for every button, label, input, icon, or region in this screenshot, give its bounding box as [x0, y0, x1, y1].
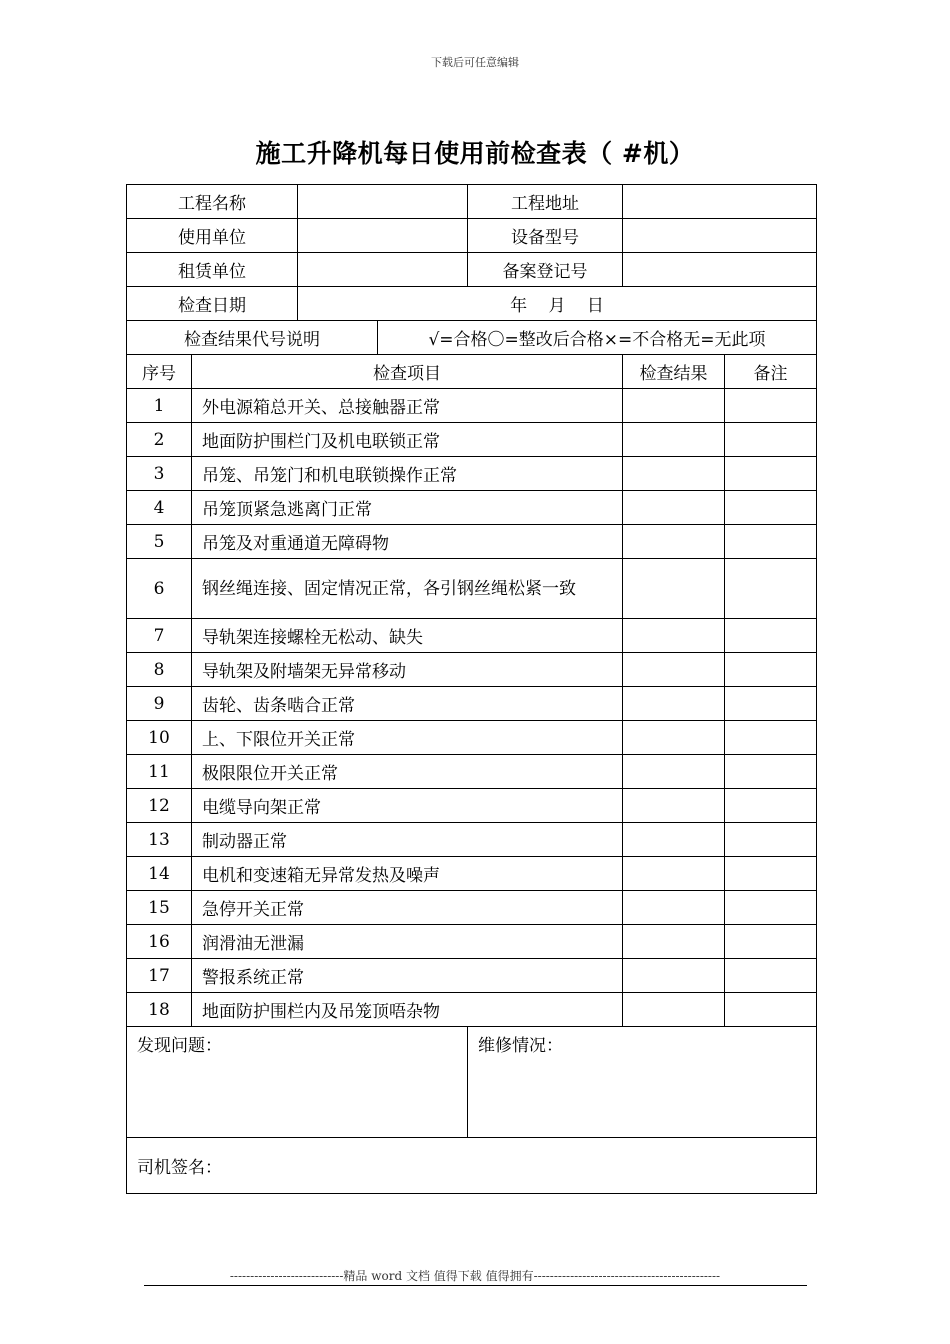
- item-number: 3: [127, 457, 192, 491]
- item-text: 上、下限位开关正常: [192, 721, 623, 755]
- user-unit-field[interactable]: [298, 219, 468, 253]
- project-name-label: 工程名称: [127, 185, 298, 219]
- table-row: [127, 823, 817, 857]
- problems-found-field[interactable]: [127, 1027, 468, 1138]
- item-number: 10: [127, 721, 192, 755]
- project-address-label: 工程地址: [468, 185, 623, 219]
- remark-cell[interactable]: [725, 925, 817, 959]
- table-row: [127, 559, 817, 619]
- table-row: [127, 457, 817, 491]
- item-number: 6: [127, 559, 192, 619]
- problems-found-label: 发现问题：: [137, 1036, 222, 1056]
- result-cell[interactable]: [623, 721, 725, 755]
- table-row: [127, 925, 817, 959]
- result-cell[interactable]: [623, 755, 725, 789]
- table-row: [127, 755, 817, 789]
- item-number: 12: [127, 789, 192, 823]
- date-day: 日: [586, 296, 604, 316]
- table-row: [127, 891, 817, 925]
- item-number: 2: [127, 423, 192, 457]
- item-number: 14: [127, 857, 192, 891]
- item-number: 13: [127, 823, 192, 857]
- table-row: [127, 389, 817, 423]
- remark-cell[interactable]: [725, 823, 817, 857]
- result-cell[interactable]: [623, 491, 725, 525]
- table-row: [127, 993, 817, 1027]
- item-text: 地面防护围栏内及吊笼顶唔杂物: [192, 993, 623, 1027]
- result-cell[interactable]: [623, 925, 725, 959]
- table-row: [127, 653, 817, 687]
- item-number: 4: [127, 491, 192, 525]
- table-row: [127, 525, 817, 559]
- column-header-item: 检查项目: [192, 355, 623, 389]
- item-number: 5: [127, 525, 192, 559]
- inspection-form: [126, 184, 817, 1194]
- table-row: [127, 857, 817, 891]
- lease-unit-field[interactable]: [298, 253, 468, 287]
- table-row: [127, 959, 817, 993]
- result-cell[interactable]: [623, 457, 725, 491]
- project-address-field[interactable]: [623, 185, 817, 219]
- table-row: [127, 687, 817, 721]
- result-cell[interactable]: [623, 559, 725, 619]
- remark-cell[interactable]: [725, 891, 817, 925]
- inspection-date-field[interactable]: [298, 287, 817, 321]
- code-label: 检查结果代号说明: [127, 321, 378, 355]
- registration-no-label: 备案登记号: [468, 253, 623, 287]
- footer-divider: [144, 1285, 807, 1286]
- remark-cell[interactable]: [725, 619, 817, 653]
- inspection-date-label: 检查日期: [127, 287, 298, 321]
- item-text: 润滑油无泄漏: [192, 925, 623, 959]
- remark-cell[interactable]: [725, 491, 817, 525]
- item-text: 警报系统正常: [192, 959, 623, 993]
- item-text: 制动器正常: [192, 823, 623, 857]
- item-text: 吊笼、吊笼门和机电联锁操作正常: [192, 457, 623, 491]
- item-text: 电机和变速箱无异常发热及噪声: [192, 857, 623, 891]
- item-number: 15: [127, 891, 192, 925]
- result-cell[interactable]: [623, 857, 725, 891]
- column-header-remark: 备注: [725, 355, 817, 389]
- remark-cell[interactable]: [725, 525, 817, 559]
- item-text: 导轨架及附墙架无异常移动: [192, 653, 623, 687]
- remark-cell[interactable]: [725, 423, 817, 457]
- date-month: 月: [548, 296, 566, 316]
- remark-cell[interactable]: [725, 959, 817, 993]
- remark-cell[interactable]: [725, 789, 817, 823]
- item-number: 17: [127, 959, 192, 993]
- registration-no-field[interactable]: [623, 253, 817, 287]
- item-number: 18: [127, 993, 192, 1027]
- item-text: 导轨架连接螺栓无松动、缺失: [192, 619, 623, 653]
- item-text: 钢丝绳连接、固定情况正常，各引钢丝绳松紧一致: [192, 559, 623, 619]
- remark-cell[interactable]: [725, 653, 817, 687]
- equipment-model-label: 设备型号: [468, 219, 623, 253]
- result-cell[interactable]: [623, 389, 725, 423]
- lease-unit-label: 租赁单位: [127, 253, 298, 287]
- table-row: [127, 423, 817, 457]
- result-cell[interactable]: [623, 891, 725, 925]
- result-cell[interactable]: [623, 423, 725, 457]
- result-cell[interactable]: [623, 687, 725, 721]
- item-text: 吊笼顶紧急逃离门正常: [192, 491, 623, 525]
- page-title: 施工升降机每日使用前检查表（ #机）: [255, 139, 695, 168]
- driver-signature-label: 司机签名：: [137, 1158, 222, 1178]
- repair-status-label: 维修情况：: [478, 1036, 563, 1056]
- result-cell[interactable]: [623, 993, 725, 1027]
- table-row: [127, 721, 817, 755]
- item-number: 7: [127, 619, 192, 653]
- result-cell[interactable]: [623, 619, 725, 653]
- item-text: 极限限位开关正常: [192, 755, 623, 789]
- result-cell[interactable]: [623, 823, 725, 857]
- item-number: 8: [127, 653, 192, 687]
- result-cell[interactable]: [623, 789, 725, 823]
- table-row: [127, 619, 817, 653]
- page-footer: ----------------------------精品 word 文档 值得下载 值得拥有----------------------------------------------: [229, 1269, 721, 1283]
- item-number: 11: [127, 755, 192, 789]
- date-year: 年: [510, 296, 528, 316]
- item-text: 齿轮、齿条啮合正常: [192, 687, 623, 721]
- result-cell[interactable]: [623, 525, 725, 559]
- driver-signature-field[interactable]: [127, 1138, 817, 1194]
- table-row: [127, 789, 817, 823]
- remark-cell[interactable]: [725, 857, 817, 891]
- item-number: 1: [127, 389, 192, 423]
- repair-status-field[interactable]: [468, 1027, 817, 1138]
- item-text: 急停开关正常: [192, 891, 623, 925]
- remark-cell[interactable]: [725, 457, 817, 491]
- item-text: 吊笼及对重通道无障碍物: [192, 525, 623, 559]
- table-row: [127, 491, 817, 525]
- project-name-field[interactable]: [298, 185, 468, 219]
- result-cell[interactable]: [623, 959, 725, 993]
- page-header: 下载后可任意编辑: [431, 56, 519, 69]
- remark-cell[interactable]: [725, 389, 817, 423]
- item-text: 电缆导向架正常: [192, 789, 623, 823]
- remark-cell[interactable]: [725, 721, 817, 755]
- item-text: 外电源箱总开关、总接触器正常: [192, 389, 623, 423]
- remark-cell[interactable]: [725, 993, 817, 1027]
- equipment-model-field[interactable]: [623, 219, 817, 253]
- remark-cell[interactable]: [725, 687, 817, 721]
- user-unit-label: 使用单位: [127, 219, 298, 253]
- code-description: √=合格〇=整改后合格×=不合格无=无此项: [378, 321, 817, 355]
- item-number: 16: [127, 925, 192, 959]
- remark-cell[interactable]: [725, 559, 817, 619]
- item-number: 9: [127, 687, 192, 721]
- column-header-result: 检查结果: [623, 355, 725, 389]
- item-text: 地面防护围栏门及机电联锁正常: [192, 423, 623, 457]
- column-header-no: 序号: [127, 355, 192, 389]
- result-cell[interactable]: [623, 653, 725, 687]
- remark-cell[interactable]: [725, 755, 817, 789]
